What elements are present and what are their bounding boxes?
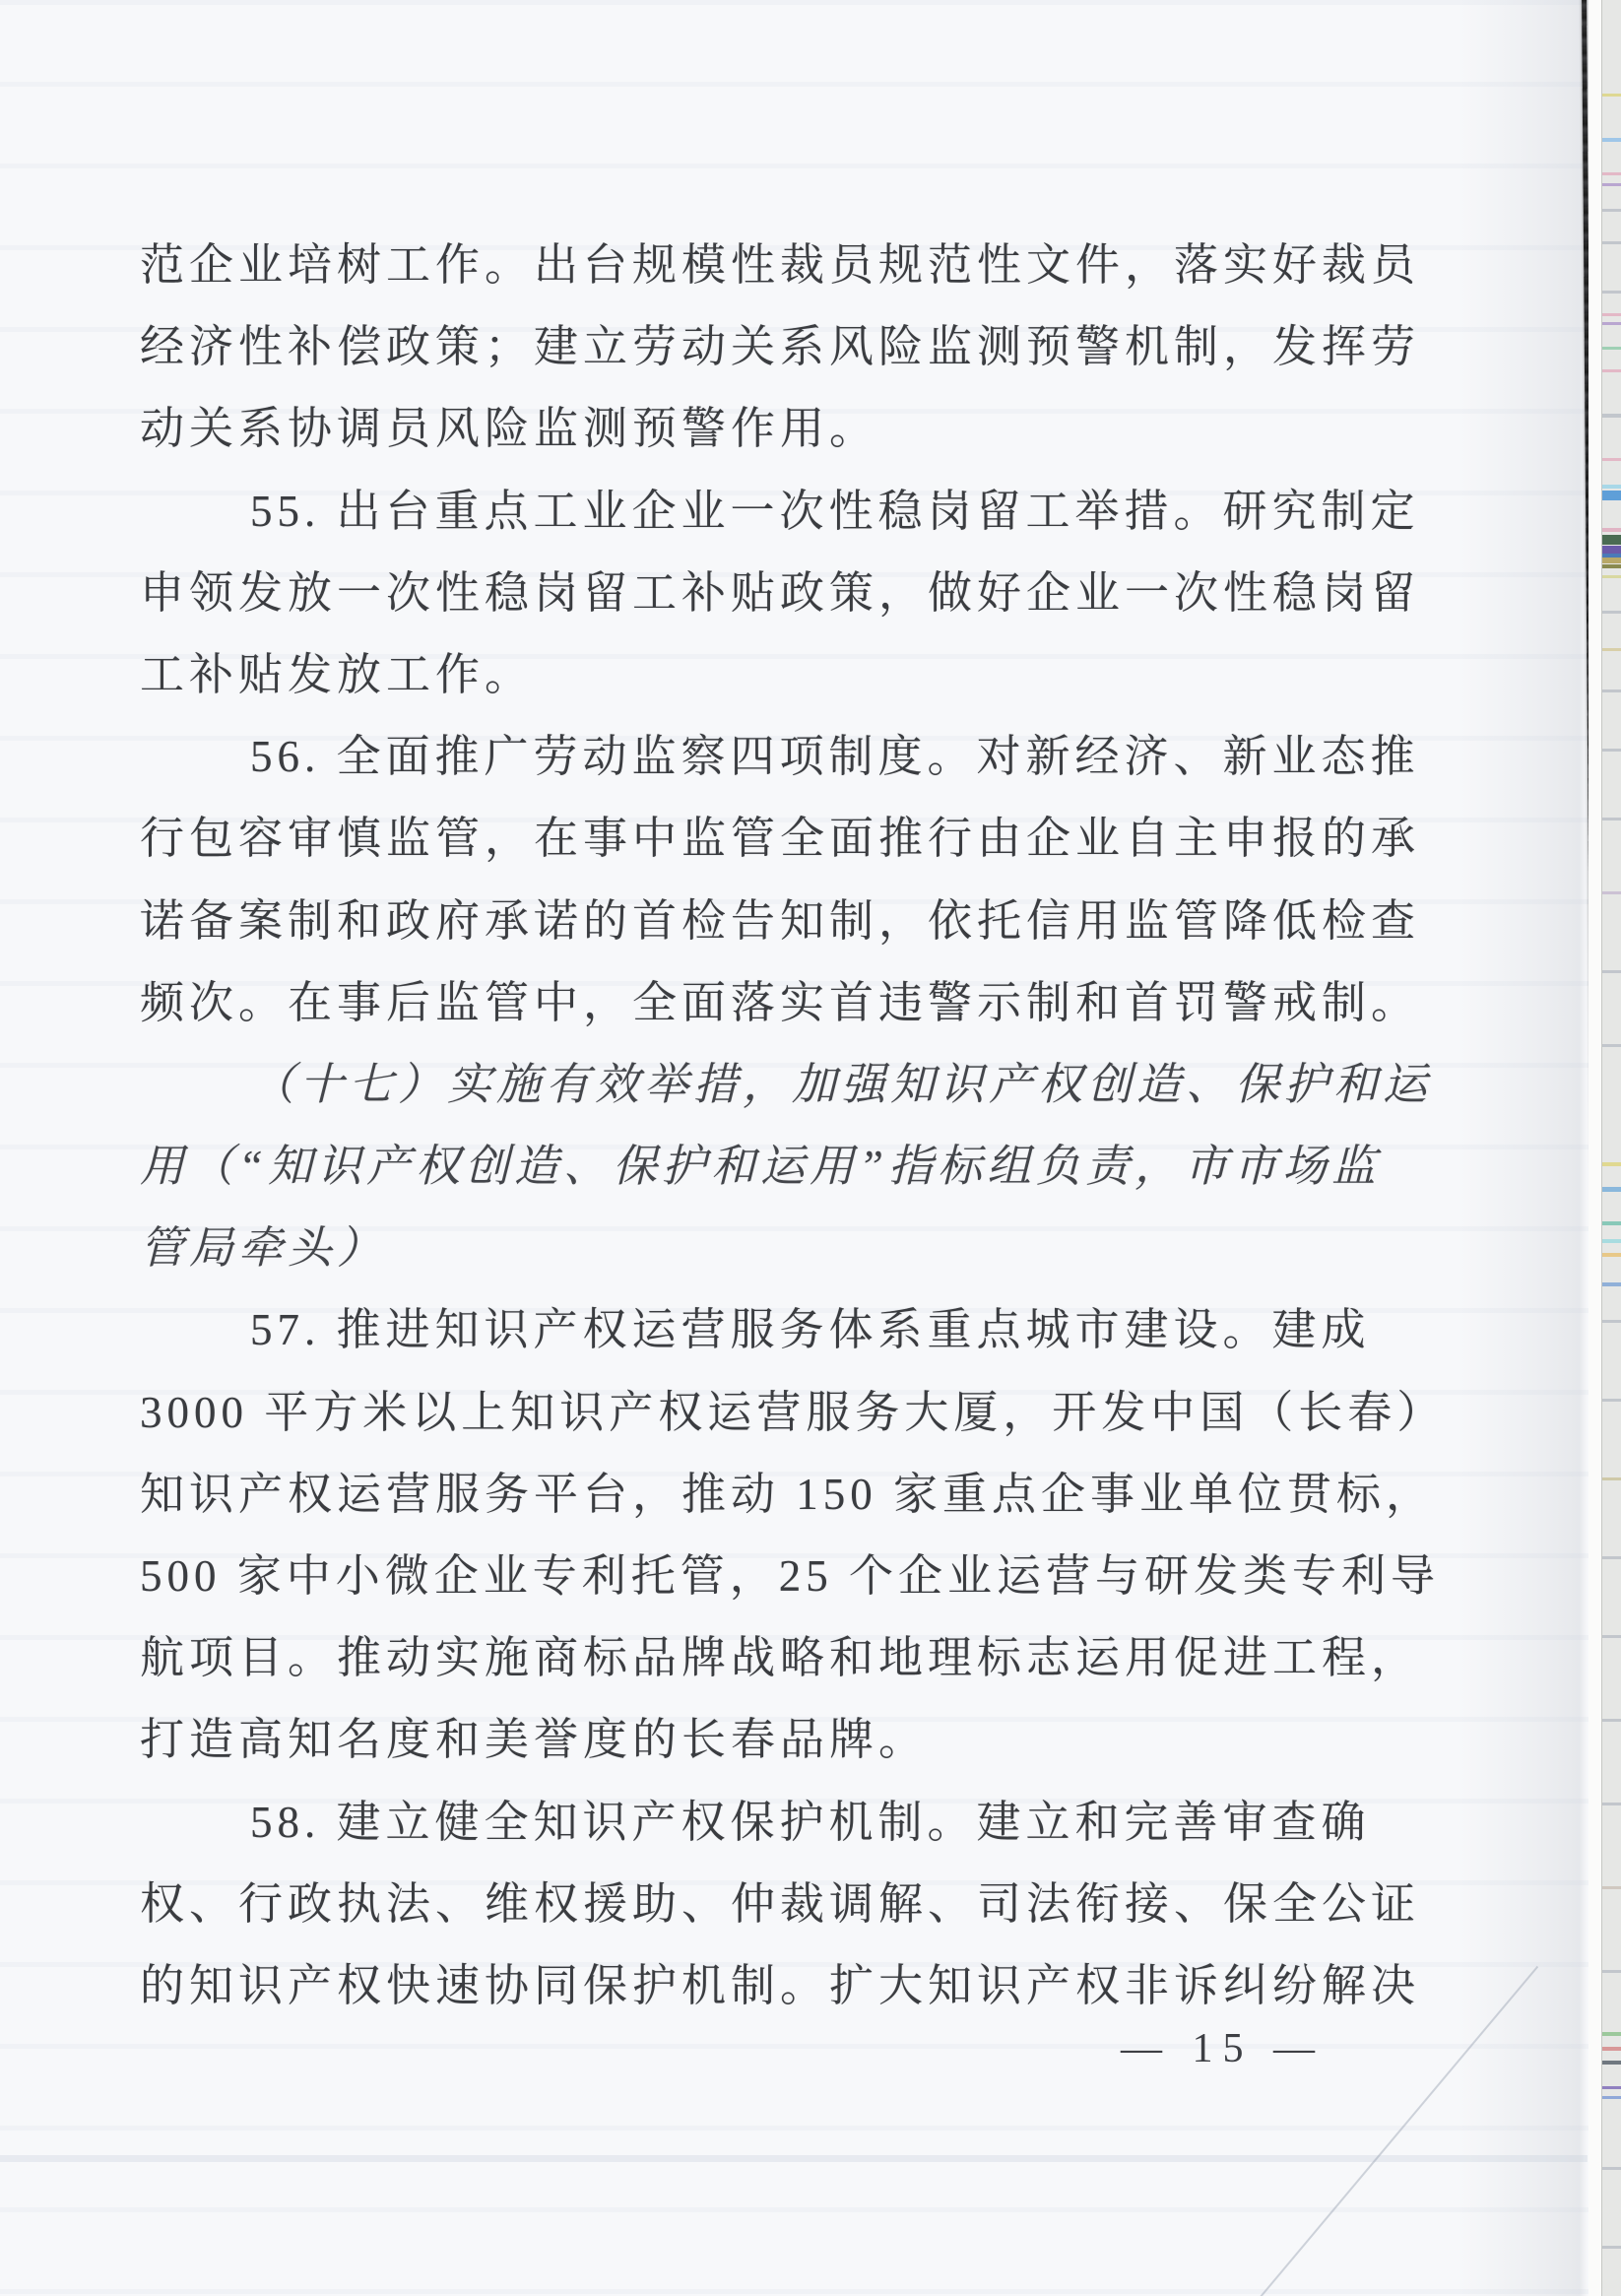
scan-streak — [1602, 1282, 1621, 1286]
text-line: 行包容审慎监管，在事中监管全面推行由企业自主申报的承 — [140, 814, 1421, 864]
scan-streak — [1602, 1221, 1621, 1225]
page-number: — 15 — — [1121, 2026, 1325, 2071]
text-line: 频次。在事后监管中，全面落实首违警示制和首罚警戒制。 — [140, 977, 1421, 1027]
scan-streak — [1602, 1399, 1621, 1402]
text-line: 工补贴发放工作。 — [140, 649, 535, 699]
scan-streak — [1602, 138, 1621, 142]
scan-streak — [1602, 485, 1621, 489]
scan-streak — [1602, 575, 1621, 578]
scan-streak — [1602, 1320, 1621, 1323]
scan-streak — [1602, 1719, 1621, 1722]
scan-streak — [1602, 2032, 1621, 2036]
scan-streak — [1602, 1044, 1621, 1047]
scan-streak — [1602, 535, 1621, 545]
scan-streak — [1602, 648, 1621, 651]
scan-streak — [1602, 241, 1621, 244]
scan-streak — [1602, 749, 1621, 752]
text-line: 56. 全面推广劳动监察四项制度。对新经济、新业态推 — [250, 732, 1420, 782]
scan-streak — [1602, 172, 1621, 175]
scan-streak — [1602, 689, 1621, 692]
text-line: 58. 建立健全知识产权保护机制。建立和完善审查确 — [250, 1797, 1371, 1847]
text-line: 权、行政执法、维权援助、仲裁调解、司法衔接、保全公证 — [140, 1878, 1421, 1929]
scan-streak — [1602, 1556, 1621, 1559]
text-line: 的知识产权快速协同保护机制。扩大知识产权非诉纠纷解决 — [140, 1960, 1421, 2010]
scan-streak — [1602, 2061, 1621, 2065]
scan-streak — [1602, 2167, 1621, 2170]
scan-streak — [1602, 209, 1621, 212]
scan-streak — [1602, 414, 1621, 418]
text-line: 航项目。推动实施商标品牌战略和地理标志运用促进工程， — [140, 1633, 1421, 1683]
text-line: 经济性补偿政策；建立劳动关系风险监测预警机制，发挥劳 — [140, 322, 1421, 372]
scan-streak — [1602, 347, 1621, 350]
text-line: 用（“知识产权创造、保护和运用”指标组负责，市市场监 — [140, 1142, 1382, 1192]
scan-streak — [1602, 1970, 1621, 1973]
text-line: 55. 出台重点工业企业一次性稳岗留工举措。研究制定 — [250, 486, 1420, 536]
scan-streak — [1602, 1477, 1621, 1480]
scan-streak — [1602, 2096, 1621, 2099]
scan-streak — [1602, 1803, 1621, 1805]
scan-streak — [1602, 291, 1621, 294]
scan-streak — [1602, 369, 1621, 372]
text-line: 动关系协调员风险监测预警作用。 — [140, 404, 879, 454]
text-line: （十七）实施有效举措，加强知识产权创造、保护和运 — [250, 1059, 1433, 1109]
text-line: 申领发放一次性稳岗留工补贴政策，做好企业一次性稳岗留 — [140, 567, 1421, 618]
document-text-block — [140, 225, 1479, 2027]
text-line: 范企业培树工作。出台规模性裁员规范性文件，落实好裁员 — [140, 240, 1421, 290]
text-line: 打造高知名度和美誉度的长春品牌。 — [140, 1715, 929, 1765]
scan-streak — [1602, 1886, 1621, 1889]
scan-streak — [1602, 1162, 1621, 1166]
scan-streak — [1602, 322, 1621, 325]
scan-streak — [1602, 1239, 1621, 1243]
text-line: 3000 平方米以上知识产权运营服务大厦，开发中国（长春） — [140, 1387, 1447, 1437]
scan-streak — [1602, 2246, 1621, 2249]
text-line: 知识产权运营服务平台，推动 150 家重点企事业单位贯标， — [140, 1469, 1436, 1519]
scan-edge-gap — [1589, 0, 1601, 2296]
scan-streak — [1602, 1635, 1621, 1638]
text-line: 500 家中小微企业专利托管，25 个企业运营与研发类专利导 — [140, 1551, 1441, 1601]
scan-streak — [1602, 891, 1621, 894]
scan-streak — [1602, 94, 1621, 97]
text-line: 诺备案制和政府承诺的首检告知制，依托信用监管降低检查 — [140, 895, 1421, 946]
scan-streak — [1602, 1253, 1621, 1257]
scan-streak — [1602, 611, 1621, 614]
text-line: 57. 推进知识产权运营服务体系重点城市建设。建成 — [250, 1305, 1371, 1355]
scan-streak — [1602, 564, 1621, 568]
scan-streak — [1602, 458, 1621, 461]
scan-streak — [1602, 528, 1621, 532]
scan-streak — [1602, 558, 1621, 563]
scan-streak — [1602, 313, 1621, 316]
scan-edge-strip — [1601, 0, 1621, 2296]
scan-streak — [1602, 183, 1621, 186]
scan-streak — [1602, 546, 1621, 554]
scan-streak — [1602, 818, 1621, 820]
scan-streak — [1602, 970, 1621, 973]
scan-streak — [1602, 2086, 1621, 2089]
scan-streak — [1602, 2047, 1621, 2051]
text-line: 管局牵头） — [140, 1223, 387, 1274]
scan-streak — [1602, 1187, 1621, 1192]
scan-noise-band — [0, 2155, 1588, 2162]
scan-streak — [1602, 491, 1621, 500]
